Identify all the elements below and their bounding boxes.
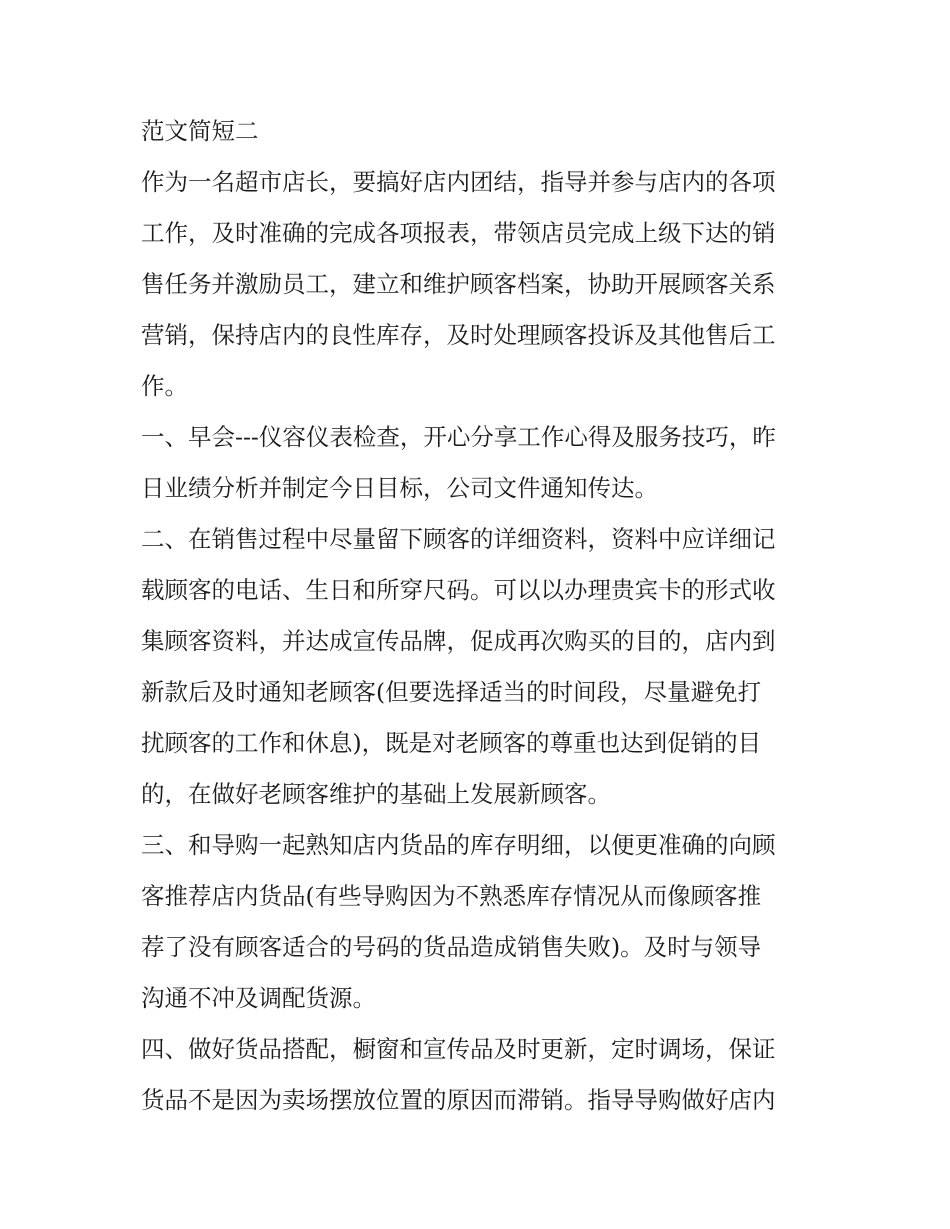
paragraph-line: 作。 <box>141 372 188 400</box>
paragraph-line: 工作，及时准确的完成各项报表，带领店员完成上级下达的销 <box>141 219 776 247</box>
paragraph-line: 售任务并激励员工，建立和维护顾客档案，协助开展顾客关系 <box>141 270 776 298</box>
paragraph-line: 一、早会---仪容仪表检查，开心分享工作心得及服务技巧，昨 <box>141 423 776 451</box>
paragraph-line: 日业绩分析并制定今日目标，公司文件通知传达。 <box>141 474 658 502</box>
paragraph-line: 载顾客的电话、生日和所穿尺码。可以以办理贵宾卡的形式收 <box>141 576 776 604</box>
paragraph-line: 集顾客资料，并达成宣传品牌，促成再次购买的目的，店内到 <box>141 627 776 655</box>
paragraph-line: 客推荐店内货品(有些导购因为不熟悉库存情况从而像顾客推 <box>141 882 762 910</box>
paragraph-line: 新款后及时通知老顾客(但要选择适当的时间段，尽量避免打 <box>141 678 762 706</box>
paragraph-line: 二、在销售过程中尽量留下顾客的详细资料，资料中应详细记 <box>141 525 776 553</box>
document-body <box>141 106 821 1126</box>
paragraph-line: 四、做好货品搭配，橱窗和宣传品及时更新，定时调场，保证 <box>141 1035 776 1063</box>
paragraph-line: 作为一名超市店长，要搞好店内团结，指导并参与店内的各项 <box>141 168 776 196</box>
paragraph-line: 货品不是因为卖场摆放位置的原因而滞销。指导导购做好店内 <box>141 1086 776 1114</box>
paragraph-line: 扰顾客的工作和休息)，既是对老顾客的尊重也达到促销的目 <box>141 729 762 757</box>
paragraph-line: 营销，保持店内的良性库存，及时处理顾客投诉及其他售后工 <box>141 321 776 349</box>
document-title: 范文简短二 <box>141 117 259 145</box>
paragraph-line: 沟通不冲及调配货源。 <box>141 984 376 1012</box>
paragraph-line: 荐了没有顾客适合的号码的货品造成销售失败)。及时与领导 <box>141 933 762 961</box>
paragraph-line: 的，在做好老顾客维护的基础上发展新顾客。 <box>141 780 611 808</box>
paragraph-line: 三、和导购一起熟知店内货品的库存明细，以便更准确的向顾 <box>141 831 776 859</box>
